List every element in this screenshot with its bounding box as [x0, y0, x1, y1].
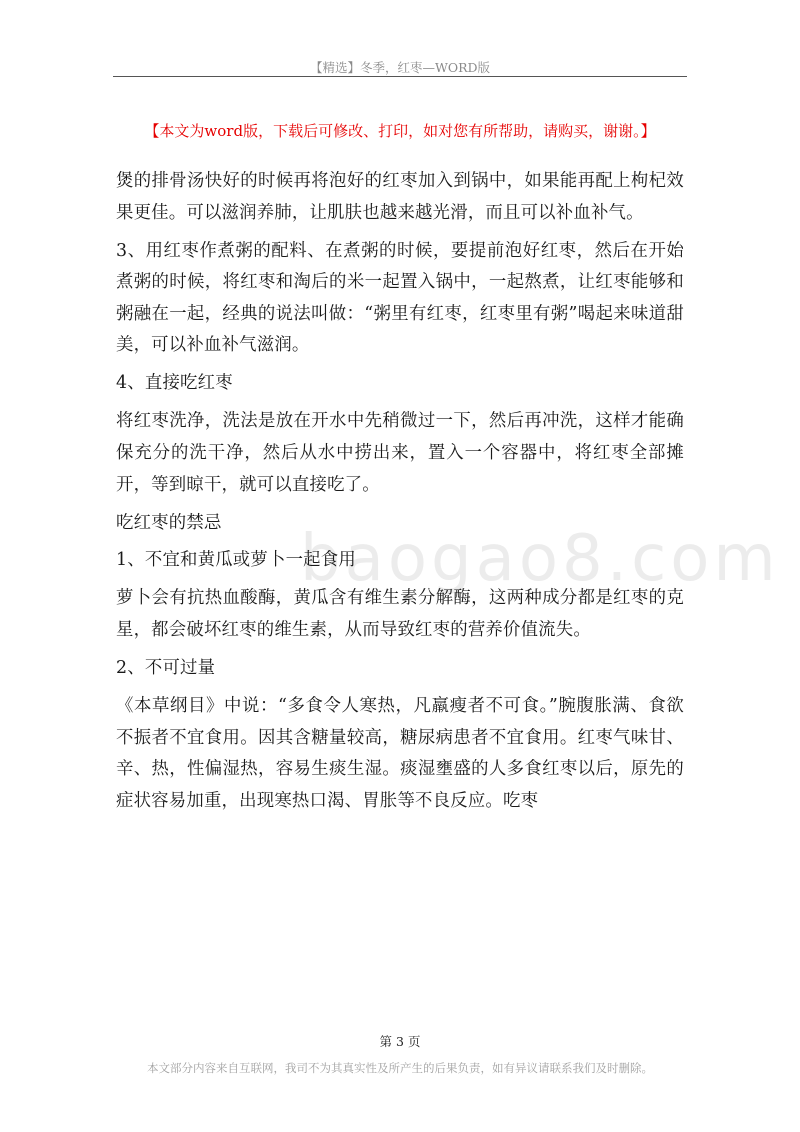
paragraph-wash-method: 将红枣洗净，洗法是放在开水中先稍微过一下，然后再冲洗，这样才能确保充分的洗干净，然后从水中捞出来，置入一个容器中，将红枣全部摊开，等到晾干，就可以直接吃了。: [116, 411, 684, 495]
document-body: [116, 166, 684, 817]
paragraph-soup-tip: 煲的排骨汤快好的时候再将泡好的红枣加入到锅中，如果能再配上枸杞效果更佳。可以滋润养肺，让肌肤也越来越光滑，而且可以补血补气。: [116, 171, 684, 223]
watermark: baogao8.com: [300, 522, 780, 596]
footer-disclaimer: 本文部分内容来自互联网，我司不为其真实性及所产生的后果负责，如有异议请联系我们及时删除。: [147, 1061, 653, 1075]
heading-taboos: 吃红枣的禁忌: [116, 512, 222, 533]
purchase-notice: 【本文为word版，下载后可修改、打印，如对您有所帮助，请购买，谢谢。】: [144, 122, 656, 140]
page-number: 第 3 页: [379, 1034, 421, 1049]
heading-eat-directly: 4、直接吃红枣: [116, 373, 233, 394]
heading-taboo-2: 2、不可过量: [116, 658, 216, 679]
paragraph-taboo-2: 《本草纲目》中说：“多食令人寒热，凡羸瘦者不可食。”腕腹胀满、食欲不振者不宜食用。因其含糖量较高，糖尿病患者不宜食用。红枣气味甘、辛、热，性偏湿热，容易生痰生湿。痰湿壅盛的人多食红枣以后，原先的症状容易加重，出现寒热口渴、胃胀等不良反应。吃枣: [116, 696, 684, 811]
header-rule: [113, 76, 687, 77]
paragraph-taboo-1: 萝卜会有抗热血酸酶，黄瓜含有维生素分解酶，这两种成分都是红枣的克星，都会破坏红枣的维生素，从而导致红枣的营养价值流失。: [116, 588, 684, 641]
heading-taboo-1: 1、不宜和黄瓜或萝卜一起食用: [116, 550, 356, 571]
page-header: 【精选】冬季，红枣—WORD版: [309, 60, 491, 75]
paragraph-porridge: 3、用红枣作煮粥的配料、在煮粥的时候，要提前泡好红枣，然后在开始煮粥的时候，将红枣和淘后的米一起置入锅中，一起熬煮，让红枣能够和粥融在一起，经典的说法叫做：“粥里有红枣，红枣里有粥”喝起来味道甜美，可以补血补气滋润。: [116, 240, 684, 356]
